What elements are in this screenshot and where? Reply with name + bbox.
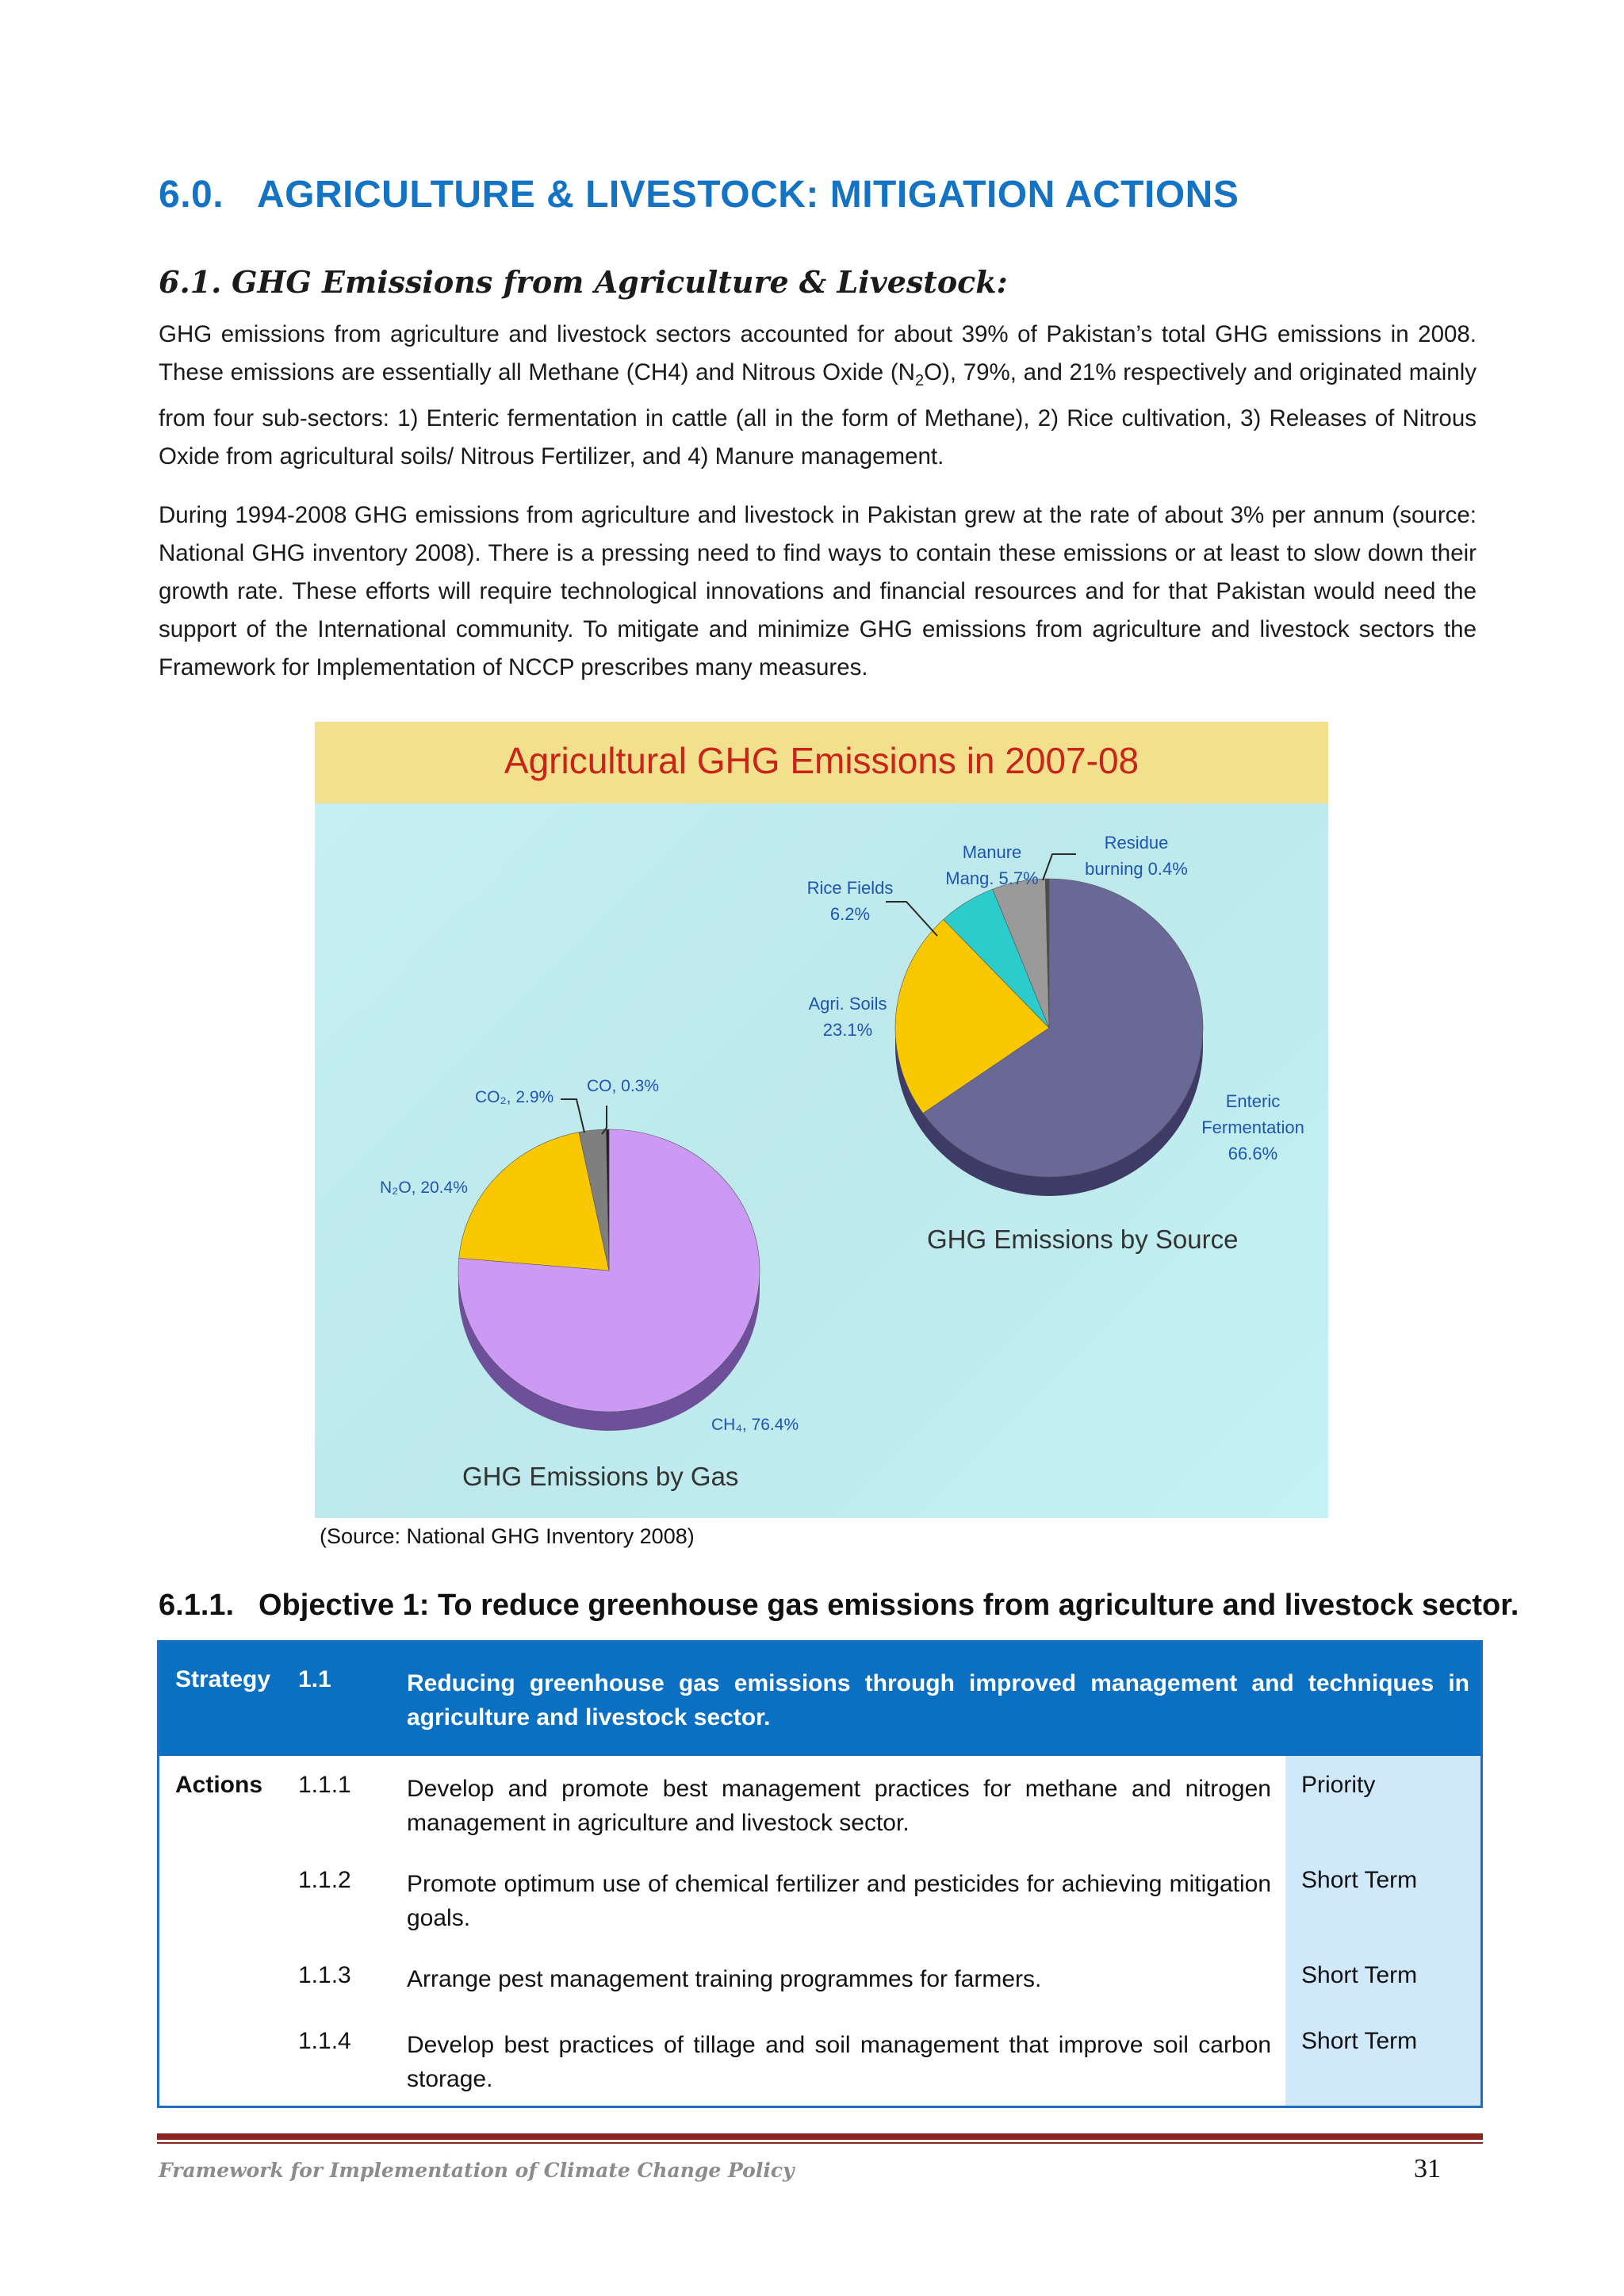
pie-label-enteric-1: Enteric [1225,1091,1281,1111]
pie-label-manure-2: Mang. 5.7% [945,868,1039,888]
paragraph-1-part-a: GHG emissions from agriculture and livestock sectors accounted for about 39% of Pakistan’s total GHG emissions in 2008. These emissions are essentially all Methane (CH4) and Nitrous Oxide (N [159,321,1477,385]
pie-label-agri-1: Agri. Soils [808,994,887,1014]
strategy-label: Strategy [175,1666,271,1692]
paragraph-1-part-b: O), 79%, and 21% respectively and originated mainly from four sub-sectors: 1) Enteric fermentation in cattle (all in the form of Methane), 2) Rice cultivation, 3) Releases of Nitrous Oxide from agricultural soils/ Nitrous Fertilizer, and 4) Manure management. [159,359,1477,470]
chapter-title: AGRICULTURE & LIVESTOCK: MITIGATION ACTIONS [257,174,1239,216]
action-priority: Priority [1301,1772,1376,1798]
strategy-table [157,1640,1483,2108]
footer-rule-thin [157,2142,1483,2144]
section-number: 6.1. [159,264,222,300]
action-number: 1.1.1 [298,1772,351,1798]
page-number: 31 [1414,2154,1441,2183]
objective-title: Objective 1: To reduce greenhouse gas emissions from agriculture and livestock sector. [259,1589,1519,1622]
pie-label-ch4: CH₄, 76.4% [711,1416,799,1434]
pie-label-manure-1: Manure [962,842,1022,862]
pie-label-rice-1: Rice Fields [806,878,894,898]
chapter-heading [159,173,1239,217]
leader-co2 [561,1099,584,1133]
emissions-figure [315,722,1328,1518]
action-number: 1.1.2 [298,1867,351,1893]
action-number: 1.1.3 [298,1962,351,1988]
pie-label-co: CO, 0.3% [587,1077,660,1095]
footer-text: Framework for Implementation of Climate Change Policy [159,2159,795,2182]
section-title: GHG Emissions from Agriculture & Livestock: [232,264,1008,300]
strategy-number: 1.1 [298,1666,331,1692]
pie-label-residue-2: burning 0.4% [1085,859,1188,879]
actions-label: Actions [175,1772,263,1798]
pie-label-rice-2: 6.2% [829,904,871,924]
leader-rice [886,902,937,936]
pie-label-n2o: N₂O, 20.4% [380,1179,468,1197]
pie-source-title: GHG Emissions by Source [927,1225,1239,1254]
strategy-header-row [159,1642,1480,1756]
action-number: 1.1.4 [298,2028,351,2054]
footer-rule-thick [157,2133,1483,2140]
strategy-text: Reducing greenhouse gas emissions through improved management and techniques in agriculture and livestock sector. [407,1670,1469,1731]
chapter-number: 6.0. [159,174,224,216]
figure-title: Agricultural GHG Emissions in 2007-08 [504,740,1139,781]
paragraph-1-subscript: 2 [914,371,925,389]
action-priority: Short Term [1301,1867,1418,1893]
leader-residue [1043,854,1076,880]
pie-label-enteric-2: Fermentation [1201,1117,1304,1137]
paragraph-1 [159,316,1477,476]
action-priority: Short Term [1301,1962,1418,1988]
pie-gas-title: GHG Emissions by Gas [462,1462,739,1491]
pie-charts [315,722,1328,1518]
objective-number: 6.1.1. [159,1589,235,1622]
pie-label-agri-2: 23.1% [822,1020,873,1040]
action-priority: Short Term [1301,2028,1418,2054]
pie-label-co2: CO₂, 2.9% [475,1088,554,1106]
action-text: Promote optimum use of chemical fertilizer and pesticides for achieving mitigation goals. [407,1871,1271,1931]
action-text: Develop and promote best management practices for methane and nitrogen management in agriculture and livestock sector. [407,1776,1271,1836]
section-heading [159,264,1008,300]
action-text: Arrange pest management training programmes for farmers. [407,1966,1042,1992]
figure-caption: (Source: National GHG Inventory 2008) [320,1524,695,1548]
pie-label-residue-1: Residue [1104,833,1169,853]
paragraph-2: During 1994-2008 GHG emissions from agriculture and livestock in Pakistan grew at the rate of about 3% per annum (source: National GHG inventory 2008). There is a pressing need to find ways to contain these emissions or at least to slow down their growth rate. These efforts will require technological innovations and financial resources and for that Pakistan would need the support of the International community. To mitigate and minimize GHG emissions from agriculture and livestock sectors the Framework for Implementation of NCCP prescribes many measures. [159,502,1477,680]
pie-label-enteric-3: 66.6% [1228,1144,1278,1163]
action-text: Develop best practices of tillage and soil management that improve soil carbon storage. [407,2032,1271,2092]
objective-heading [159,1589,1519,1623]
